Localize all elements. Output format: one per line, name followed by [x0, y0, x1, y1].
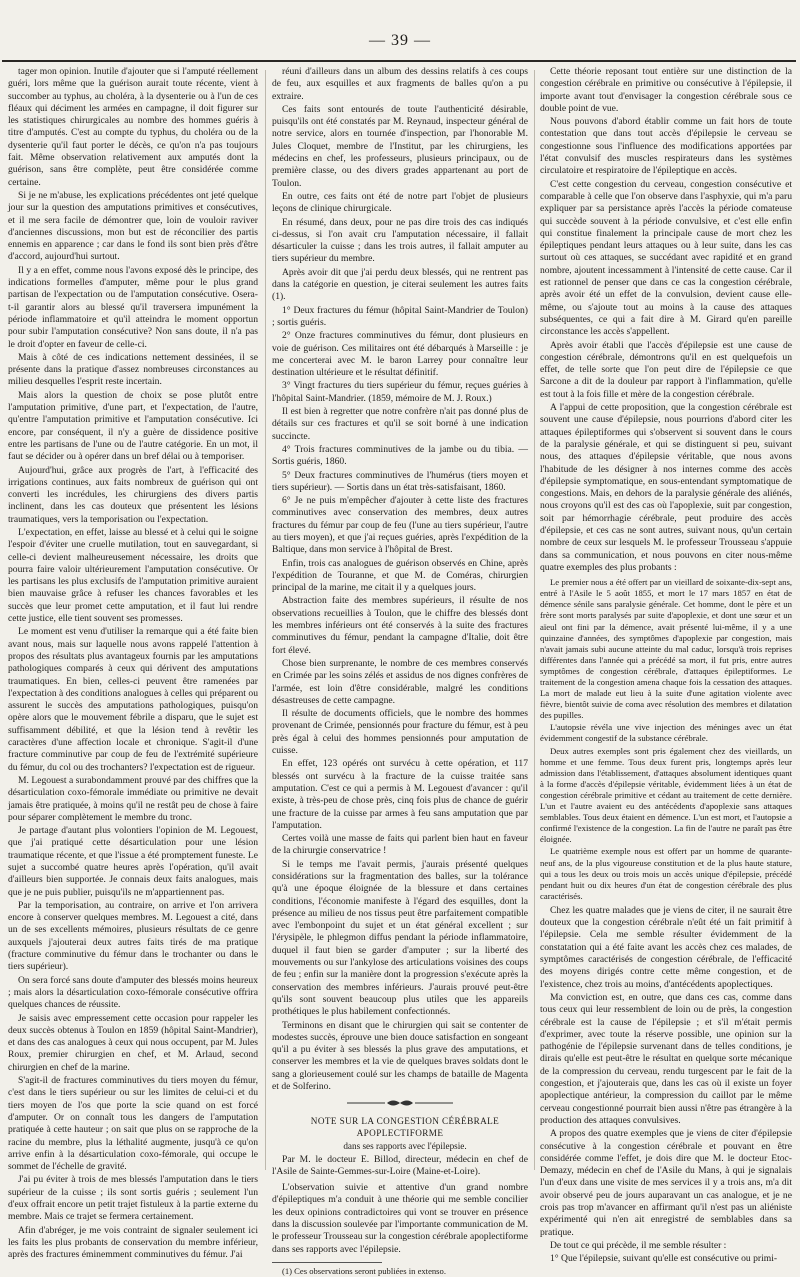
paragraph: Nous pouvons d'abord établir comme un fait hors de toute contestation que dans tout accès d'épilepsie le cerveau se congestionne sous l'influence des modifications apportées par l'état convulsif des muscles respirateurs dans les systèmes circulatoire et respiratoire de l'épileptique en accès. — [540, 116, 792, 177]
column-right-conclusion — [540, 905, 792, 1266]
paragraph: L'expectation, en effet, laisse au blessé et à celui qui le soigne l'espoir d'éviter une cruelle mutilation, tout en sauvegardant, si celle-ci devient malheureusement nécessaire, les droits que pourra faire valoir ultérieurement l'amputation consécutive. Or les partisans les plus exclusifs de l'amputation primitive auraient bien mauvaise grâce à refuser les chances favorables et les succès que leur promet cette amputation, et il faut lui rendre cette justice, elle tient souvent ses promesses. — [8, 526, 258, 625]
column-divider — [265, 70, 266, 1170]
note-subtitle: dans ses rapports avec l'épilepsie. — [343, 1141, 467, 1152]
paragraph: Certes voilà une masse de faits qui parlent bien haut en faveur de la chirurgie conservatrice ! — [272, 833, 528, 857]
column-right-text — [540, 66, 792, 574]
paragraph: Chose bien surprenante, le nombre de ces membres conservés en Crimée par les soins zélés et assidus de nos dignes confrères de l'armée, est loin d'être considérable, malgré les conditions désastreuses de cette campagne. — [272, 657, 528, 706]
case-paragraph: L'autopsie révéla une vive injection des méninges avec un état évidemment congestif de la substance cérébrale. — [540, 722, 792, 744]
column-middle — [272, 66, 529, 1276]
note-paragraph: L'observation suivie et attentive d'un grand nombre d'épileptiques m'a conduit à une théorie qui me semble concilier les deux opinions contradictoires qui vont se trouver en présence dans la discussion soulevée par l'importante communication de M. le professeur Trousseau sur la congestion cérébrale apoplectiforme dans ses rapports avec l'épilepsie. — [272, 1182, 529, 1255]
note-author: Par M. le docteur E. Billod, directeur, médecin en chef de l'Asile de Sainte-Gemmes-sur-Loire (Maine-et-Loire). — [272, 1153, 528, 1177]
case-paragraph: Le premier nous a été offert par un vieillard de soixante-dix-sept ans, entré à l'Asile le 5 août 1855, et mort le 17 mars 1857 en état de démence sénile sans paralysie générale. Cet homme, dont le père et un frère sont morts paralysés par suite d'apoplexie, et dont une sœur et un aïeul ont fini par la démence, avait présenté lui-même, il y a une quinzaine d'années, des symptômes d'apoplexie par congestion, mais n'avait jamais subi aucune atteinte du mal caduc, lorsqu'à trois reprises différentes dans l'année qui a précédé sa mort, il fut pris, entre autres symptômes de congestion cérébrale, d'attaques épileptiformes. Le traitement de la congestion amena chaque fois la cessation des attaques. La mort de malade eut lieu à la suite d'une agitation violente avec fièvre, bientôt suivie de coma avec résolution des membres et dilatation des pupilles. — [540, 577, 792, 721]
paragraph: 3° Vingt fractures du tiers supérieur du fémur, reçues guéries à l'hôpital Saint-Mandrier. (1859, mémoire de M. J. Roux.) — [272, 380, 528, 404]
paragraph: réuni d'ailleurs dans un album des dessins relatifs à ces coups de feu, aux esquilles et aux fragments de balles qu'on a pu extraire. — [272, 66, 528, 102]
paragraph: A l'appui de cette proposition, que la congestion cérébrale est souvent une cause d'épilepsie, nous pourrions d'abord citer les attaques épileptiformes qui s'observent si souvent dans le cours de la paralysie générale, et qui se distinguent si peu, suivant nous, des attaques d'épilepsie véritable, que nous avons l'habitude de les désigner à nos internes comme des accès d'épilepsie symptomatique, en sous-entendant symptomatique de congestions. Mais, en dehors de la paralysie générale des aliénés, nous croyons qu'il est des cas où l'apoplexie, suit par congestion, soit par hémorrhagie cérébrale, peut produire des accès d'épilepsie, et ces cas ne sont autres, suivant nous, qu'un certain nombre de ceux sur lesquels M. le professeur Trousseau s'appuie dans sa communication, et nous pouvons en citer nous-même quatre exemples des plus probants : — [540, 402, 792, 573]
paragraph: J'ai pu éviter à trois de mes blessés l'amputation dans le tiers supérieur de la cuisse ; ils sont sortis guéris ; seulement l'un d'eux offrait encore un petit trajet fistuleux à la partie externe du membre. Mais ce trajet se fermera certainement. — [8, 1174, 258, 1223]
case-reports — [540, 577, 792, 902]
paragraph: M. Legouest a surabondamment prouvé par des chiffres que la désarticulation coxo-fémorale immédiate ou primitive ne devait jamais être pratiquée, à moins qu'il ne restât peu de chose à faire pour séparer complètement le membre du tronc. — [8, 774, 258, 823]
paragraph: En outre, ces faits ont été de notre part l'objet de plusieurs leçons de clinique chirurgicale. — [272, 190, 528, 215]
paragraph: 5° Deux fractures comminutives de l'humérus (tiers moyen et tiers supérieur). — Sortis dans un état très-satisfaisant, 1860. — [272, 469, 528, 493]
paragraph: 6° Je ne puis m'empêcher d'ajouter à cette liste des fractures comminutives avec conservation des membres, deux autres fractures du fémur par coup de feu (l'une au tiers supérieur, l'autre au tiers moyen), et que j'ai reçues guéries, après l'expédition de la Baltique, dans mon service à l'hôpital de Brest. — [272, 495, 528, 556]
paragraph: 4° Trois fractures comminutives de la jambe ou du tibia. — Sortis guéris, 1860. — [272, 443, 528, 468]
paragraph: En résumé, dans deux, pour ne pas dire trois des cas indiqués ci-dessus, si l'on avait cru l'amputation nécessaire, il fallait désarticuler la cuisse ; dans les trois autres, il fallait amputer au tiers supérieur du membre. — [272, 216, 528, 265]
footnote-separator — [272, 1262, 382, 1263]
paragraph: 1° Deux fractures du fémur (hôpital Saint-Mandrier de Toulon) ; sortis guéris. — [272, 304, 528, 328]
paragraph: Mais alors la question de choix se pose plutôt entre l'amputation primitive, d'une part, et l'expectation, de l'autre, qu'entre l'amputation primitive et l'amputation consécutive. Ici encore, par conséquent, il n'y a guère de dissidence positive entre les partisans de l'une ou de l'autre catégorie. En un mot, il faut se décider ou à opérer dans un bref délai ou à temporiser. — [8, 389, 258, 463]
column-divider — [534, 70, 535, 1170]
paragraph: Afin d'abréger, je me vois contraint de signaler seulement ici les faits les plus probants de conservation du membre inférieur, après des fractures éminemment comminutives du fémur. J'ai — [8, 1224, 258, 1261]
paragraph: Terminons en disant que le chirurgien qui sait se contenter de modestes succès, éprouve une bien douce satisfaction en songeant qu'il a pu éviter à ses blessés la plus grave des amputations, et conserver les membres et la vie de quelques braves soldats dont le sang a glorieusement coulé sur les champs de bataille de Magenta et de Solferino. — [272, 1019, 528, 1093]
note-text — [272, 1182, 528, 1256]
paragraph: En effet, 123 opérés ont survécu à cette opération, et 117 blessés ont survécu à la fracture de la cuisse traitée sans amputation. C'est ce qui a permis à M. Legouest d'avancer : qu'il existe, à très-peu de chose près, cinq fois plus de chance de guérir une fracture de la cuisse par armes à feu sans amputation que par l'amputation. — [272, 758, 528, 831]
paragraph: Il est bien à regretter que notre confrère n'ait pas donné plus de détails sur ces fractures et qu'il se soit borné à une indication succincte. — [272, 406, 528, 442]
paragraph: A propos des quatre exemples que je viens de citer d'épilepsie consécutive à la congestion cérébrale et pouvant en être considérée comme l'effet, je dois dire que M. le docteur Etoc-Demazy, médecin en chef de l'Asile du Mans, à qui je signalais l'un d'eux dans une visite de mes services il y a trois ans, m'a dit avoir observé peu de jours auparavant un cas analogue, et je ne crois pas trop m'avancer en affirmant qu'il n'est pas un aliéniste expérimenté qui n'en ait enregistré de semblables dans sa pratique. — [540, 1128, 792, 1238]
column-left — [8, 66, 258, 1261]
paragraph: Après avoir dit que j'ai perdu deux blessés, qui ne rentrent pas dans la catégorie en question, je citerai seulement les autres faits (1). — [272, 266, 528, 303]
paragraph: 1° Que l'épilepsie, suivant qu'elle est consécutive ou primi- — [550, 1253, 778, 1265]
paragraph: Chez les quatre malades que je viens de citer, il ne saurait être douteux que la congestion cérébrale n'eût été un fait primitif à l'épilepsie. Cela me semble résulter évidemment de la constatation qui a été faite avant les accès chez ces malades, de symptômes caractérisés de congestion cérébrale, de l'efficacité des moyens dirigés contre cette même congestion, et de l'existence, chez trois au moins, d'antécédents apoplectiques. — [540, 904, 792, 990]
paragraph: Mais à côté de ces indications nettement dessinées, il se présente dans la pratique d'assez nombreuses circonstances au milieu desquelles l'esprit reste incertain. — [8, 351, 258, 388]
paragraph: Cette théorie reposant tout entière sur une distinction de la congestion cérébrale en primitive ou consécutive à l'épilepsie, il importe avant tout d'envisager la congestion cérébrale sous ce double point de vue. — [540, 66, 792, 114]
paragraph: Après avoir établi que l'accès d'épilepsie est une cause de congestion cérébrale, démontrons qu'il en est quelquefois un effet, de telle sorte que l'on peut dire de l'épilepsie ce que Sarcone a dit de la douleur par rapport à l'inflammation, qu'elle est tout à la fois fille et mère de la congestion cérébrale. — [540, 339, 792, 400]
case-paragraph: Deux autres exemples sont pris également chez des vieillards, un homme et une femme. Tous deux furent pris, longtemps après leur admission dans l'établissement, d'attaques absolument identiques quant à la forme d'accès d'épilepsie véritable, évidemment liées à un état de congestion cérébrale primitive et cédant au traitement de cette dernière. L'un et l'autre avaient eu des antécédents d'apoplexie sans attaques semblables. Tous deux étaient en démence. L'un est mort, et l'autopsie a confirmé l'existence de la congestion. La fin de l'autre ne paraît pas être éloignée. — [540, 745, 792, 845]
paragraph: 2° Onze fractures comminutives du fémur, dont plusieurs en voie de guérison. Ces militaires ont été débarqués à Marseille : je me concerterai avec M. le baron Larrey pour connaître leur destination ultérieure et le résultat définitif. — [272, 330, 528, 379]
footnote: (1) Ces observations seront publiées in extenso. — [282, 1265, 446, 1276]
paragraph: Enfin, trois cas analogues de guérison observés en Chine, après l'expédition de Touranne, et que M. de Coméras, chirurgien principal de la marine, me citait il y a quelques jours. — [272, 557, 528, 594]
paragraph: Abstraction faite des membres supérieurs, il résulte de nos observations recueillies à Toulon, que le chiffre des blessés dont les membres inférieurs ont été conservés à la suite des fractures comminutives du fémur, pendant la campagne d'Italie, doit être fort élevé. — [272, 595, 528, 656]
paragraph: Je saisis avec empressement cette occasion pour rappeler les deux succès obtenus à Toulon en 1859 (hôpital Saint-Mandrier), et dans des cas analogues à ceux qui nous occupent, par M. Jules Roux, premier chirurgien en chef, et M. Arlaud, second chirurgien en chef de la marine. — [8, 1012, 258, 1073]
paragraph: Je partage d'autant plus volontiers l'opinion de M. Legouest, que j'ai pratiqué cette désarticulation pour une lésion traumatique récente, et que l'issue a été promptement funeste. Le sujet a succombé quatre heures après l'opération, qu'il avait d'ailleurs bien supportée. Je connais deux faits analogues, mais que je ne puis publier, puisqu'ils ne m'appartiennent pas. — [8, 825, 258, 898]
paragraph: Ma conviction est, en outre, que dans ces cas, comme dans tous ceux qui leur ressemblent de loin ou de près, la congestion cérébrale est la cause de l'épilepsie ; et s'il m'était permis d'exprimer, avec toute la réserve possible, une opinion sur la pathogénie de l'épilepsie survenant dans de telles conditions, je dirais qu'elle est peut-être le résultat en quelque sorte mécanique de la compression du cerveau, rendu turgescent par le fait de la congestion, et j'ajouterais que, dans les cas où il existe un foyer apoplectique antérieur, la compression du caillot par le même cerveau congestionné pourrait bien aussi n'être pas étrangère à la production des attaques convulsives. — [540, 991, 792, 1126]
paragraph: Ces faits sont entourés de toute l'authenticité désirable, puisqu'ils ont été constatés par M. Reynaud, inspecteur général de notre service, alors en tournée d'inspection, par l'honorable M. Jules Cloquet, membre de l'Institut, par les chirurgiens, les médecins en chef, les professeurs, plusieurs principaux, ou de première classe, ou des divers grades appartenant au port de Toulon. — [272, 103, 528, 189]
paragraph: Il y a en effet, comme nous l'avons exposé dès le principe, des indications formelles d'amputer, même pour le plus grand partisan de l'expectation ou de l'amputation consécutive. Osera-t-il garantir alors au blessé qu'il traversera impunément la période inflammatoire et qu'il atteindra le moment opportun pour subir l'amputation consécutive? Non sans doute, il n'a pas le droit d'opter en faveur de celle-ci. — [8, 264, 258, 350]
column-middle-text — [272, 66, 528, 1093]
paragraph: Aujourd'hui, grâce aux progrès de l'art, à l'efficacité des irrigations continues, aux faits nombreux de guérison qui ont converti les incrédules, les chirurgiens des divers partis inclinent, dans les cas douteux que présentent les lésions traumatiques, vers la temporisation ou l'expectation. — [8, 464, 258, 525]
column-right — [540, 66, 792, 1265]
paragraph: Si le temps me l'avait permis, j'aurais présenté quelques considérations sur la fragmentation des balles, sur la tolérance qu'à une époque éloignée de la blessure et dans certaines conditions, l'économie manifeste à l'égard des esquilles, dont la présence au milieu de nos tissus peut être parfaitement compatible avec l'embonpoint du sujet et un état général excellent ; sur l'érysipèle, le phlegmon diffus pendant la période inflammatoire, duquel il faut bien se garder d'amputer ; sur la liberté des mouvements ou sur l'ankylose des articulations voisines des coups de feu ; enfin sur la manière dont la progression s'exécute après la conservation des membres inférieurs. J'aurais prouvé peut-être qu'ils sont souvent beaucoup plus utiles que les appareils prothétiques le plus habilement confectionnés. — [272, 858, 528, 1018]
paragraph: C'est cette congestion du cerveau, congestion consécutive et comparable à celle que l'on observe dans l'asphyxie, qui m'a paru expliquer par sa persistance après l'accès la période comateuse qui succède souvent à la période convulsive, et c'est elle enfin qui constitue finalement la principale cause de mort chez les épileptiques pendant leurs attaques ou à leur suite, dans les cas surtout où ces attaques, se succédant avec rapidité et en grand nombre, ajoutent incessamment à l'intensité de cette cause. Car il est rationnel de penser que dans ce cas la congestion cérébrale, après avoir été un effet de la convulsion, devient cause elle-même, ou s'ajoute tout au moins à la cause des attaques subséquentes, ce qui a fait dire à M. Girard qu'en pareille circonstance les accès s'appellent. — [540, 178, 792, 338]
section-ornament — [272, 1098, 528, 1112]
note-title: NOTE SUR LA CONGESTION CÉRÉBRALE APOPLECTIFORME — [310, 1115, 500, 1138]
paragraph: On sera forcé sans doute d'amputer des blessés moins heureux ; mais alors la désarticulation coxo-fémorale consécutive offrira quelques chances de réussite. — [8, 974, 258, 1011]
case-paragraph: Le quatrième exemple nous est offert par un homme de quarante-neuf ans, de la plus vigoureuse constitution et de la plus haute stature, qui a tous les deux ou trois mois un accès unique d'épilepsie, précédé pendant huit ou dix heures d'un état de congestion cérébrale des plus caractérisés. — [540, 846, 792, 901]
paragraph: Le moment est venu d'utiliser la remarque qui a été faite bien avant nous, mais sur laquelle nous avons rappelé l'attention à propos des résultats plus avantageux fournis par les amputations pathologiques comparés à ceux qui dérivent des amputations traumatiques. En bien, celles-ci peuvent être ramenées par l'expectation à des conditions analogues à celles qui préparent ou assurent le succès des amputations pathologiques, puisqu'on opère alors que le mouvement fébrile a disparu, que le sujet est suffisamment débilité, et que la lésion tend à revêtir les caractères d'une affection locale et chronique. S'agit-il d'une fracture comminutive par coup de feu de l'extrémité supérieure du fémur, du col ou des trochanters? l'expectation est de rigueur. — [8, 626, 258, 773]
paragraph: Par la temporisation, au contraire, on arrive et l'on arrivera encore à conserver quelques membres. M. Legouest a cité, dans un de ses excellents mémoires, plusieurs résultats de ce genre auxquels j'ajouterai deux autres faits tirés de ma pratique (fracture comminutive du fémur dans le trochanter ou dans le tiers supérieur). — [8, 899, 258, 973]
paragraph: S'agit-il de fractures comminutives du tiers moyen du fémur, c'est dans le tiers supérieur ou sur les limites de celui-ci et du tiers moyen de l'os que porte la scie quand on est forcé d'amputer. Or on connaît tous les dangers de l'amputation pratiquée à cette hauteur ; on sait que plus on se rapproche de la racine du membre, plus la léthalité augmente, jusqu'à ce qu'on arrive enfin à la désarticulation coxo-fémorale, qui occupe le sommet de l'échelle de gravité. — [8, 1075, 258, 1173]
page-number: — 39 — — [369, 32, 431, 49]
paragraph: De tout ce qui précède, il me semble résulter : — [550, 1239, 727, 1251]
paragraph: Il résulte de documents officiels, que le nombre des hommes provenant de Crimée, pensionnés pour fracture du fémur, est à peu près égal à celui des hommes pensionnés pour amputation de cuisse. — [272, 708, 528, 757]
paragraph: tager mon opinion. Inutile d'ajouter que si l'amputé réellement guéri, lors même que la guérison aurait toute récente, vient à succomber au typhus, au choléra, à la dysenterie ou à l'un de ces fléaux qui déciment les armées en campagne, il doit figurer sur les statistiques chirurgicales au nombre des hommes guéris à titre d'amputés. C'est au compte du typhus, du choléra ou de la dysenterie qu'il faut porter le décès, ce qu'on n'a pas toujours fait. Même observation relativement aux amputés dont la guérison, sans être complète, peut être considérée comme certaine. — [8, 66, 258, 188]
header-rule — [2, 60, 796, 62]
paragraph: Si je ne m'abuse, les explications précédentes ont jeté quelque jour sur la question des amputations primitives et consécutives, et il me sera facile de démontrer que, loin de vouloir raviver d'anciennes discussions, mon but est de réconcilier des partis ennemis en apparence ; car dans le fond ils sont bien près d'être d'accord, aujourd'hui surtout. — [8, 189, 258, 263]
